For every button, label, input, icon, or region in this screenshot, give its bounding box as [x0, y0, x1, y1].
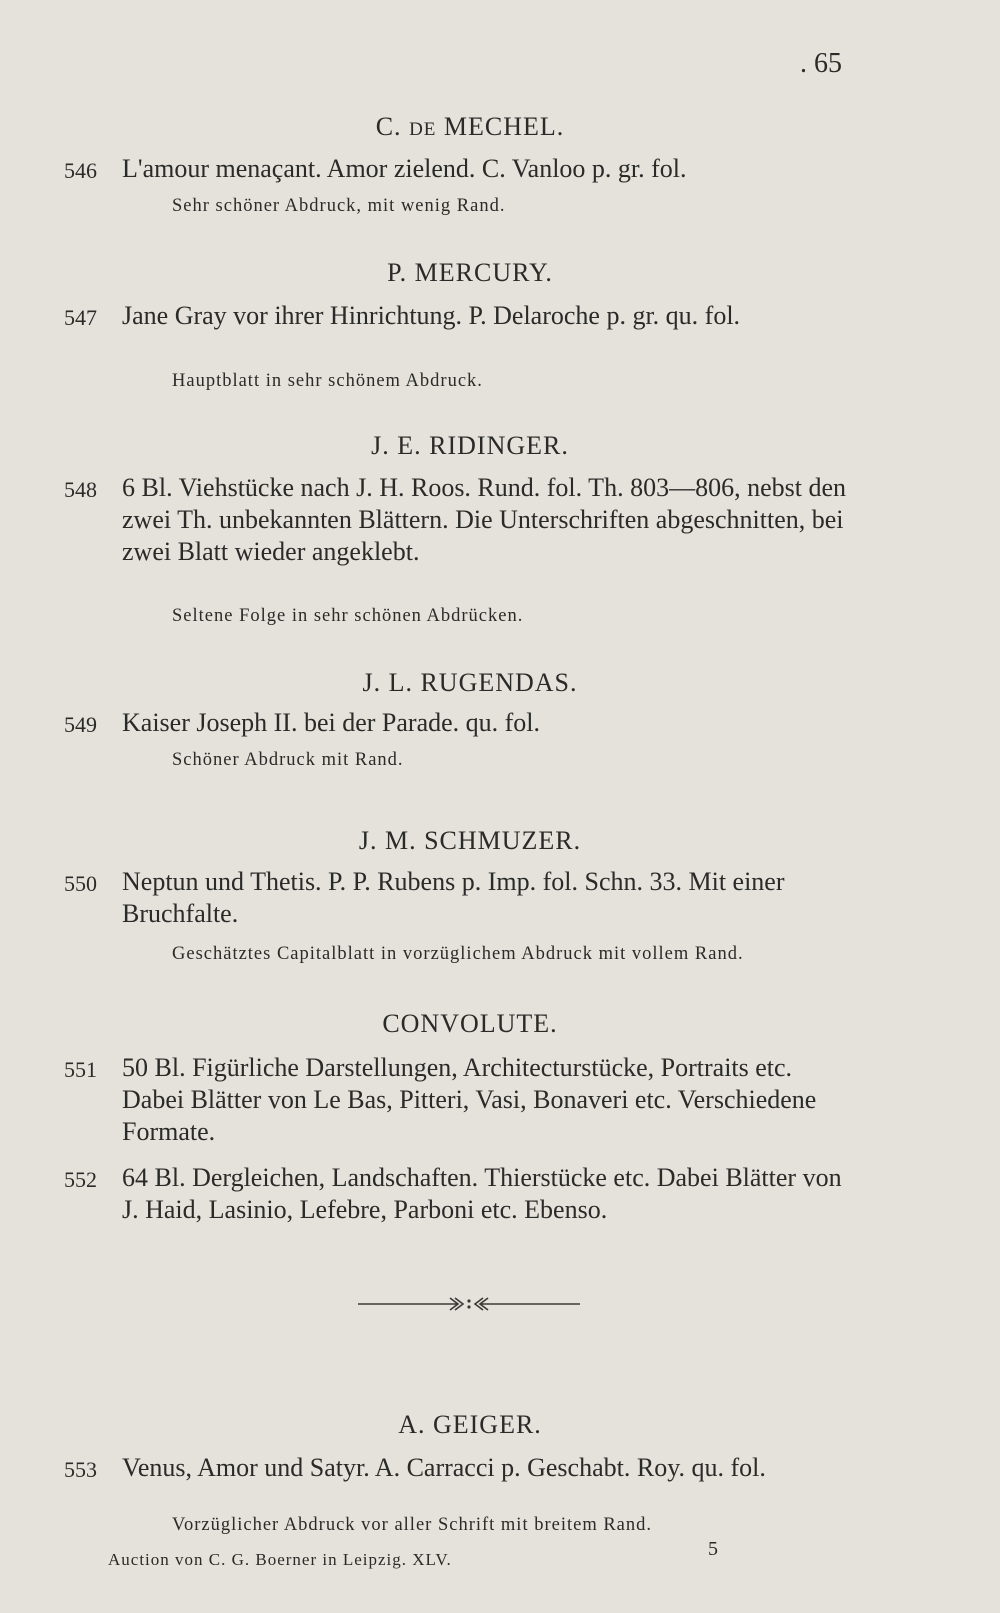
entry-note-548: Seltene Folge in sehr schönen Abdrücken. — [172, 606, 524, 626]
entry-note-546: Sehr schöner Abdruck, mit wenig Rand. — [172, 196, 506, 216]
lot-number: 546 — [64, 158, 97, 183]
catalogue-entry-546 — [64, 153, 854, 185]
entry-description: Jane Gray vor ihrer Hinrichtung. P. Delaroche p. gr. qu. fol. — [122, 301, 741, 330]
entry-note-549: Schöner Abdruck mit Rand. — [172, 750, 404, 770]
lot-number: 551 — [64, 1057, 97, 1082]
signature-mark: 5 — [708, 1538, 719, 1560]
artist-heading-geiger: A. GEIGER. — [398, 1410, 542, 1439]
ornament-divider-icon — [358, 1293, 580, 1315]
catalogue-entry-552 — [64, 1162, 854, 1226]
catalogue-entry-553 — [64, 1452, 854, 1484]
artist-heading-rugendas: J. L. RUGENDAS. — [362, 668, 578, 697]
artist-heading-mercury: P. MERCURY. — [387, 258, 553, 287]
lot-number: 547 — [64, 305, 97, 330]
entry-note-547: Hauptblatt in sehr schönem Abdruck. — [172, 371, 483, 391]
catalogue-entry-547 — [64, 300, 854, 332]
catalogue-entry-548 — [64, 472, 854, 568]
entry-description: 64 Bl. Dergleichen, Landschaften. Thierstücke etc. Dabei Blätter von J. Haid, Lasinio, Lefebre, Parboni etc. Ebenso. — [122, 1163, 842, 1224]
entry-note-550: Geschätztes Capitalblatt in vorzüglichem Abdruck mit vollem Rand. — [172, 944, 744, 964]
artist-heading-schmuzer: J. M. SCHMUZER. — [358, 826, 582, 855]
page-number: . 65 — [800, 48, 842, 79]
entry-description: Neptun und Thetis. P. P. Rubens p. Imp. fol. Schn. 33. Mit einer Bruchfalte. — [122, 867, 785, 928]
artist-heading-ridinger: J. E. RIDINGER. — [371, 431, 569, 460]
section-heading-convolute: CONVOLUTE. — [382, 1009, 558, 1038]
lot-number: 549 — [64, 712, 97, 737]
entry-description: Venus, Amor und Satyr. A. Carracci p. Geschabt. Roy. qu. fol. — [122, 1453, 766, 1482]
entry-description: 6 Bl. Viehstücke nach J. H. Roos. Rund. fol. Th. 803—806, nebst den zwei Th. unbekannten Blättern. Die Unterschriften abgeschnitten, bei zwei Blatt wieder angeklebt. — [122, 473, 846, 566]
artist-heading-mechel: C. DE MECHEL. — [375, 112, 565, 141]
catalogue-entry-551 — [64, 1052, 854, 1148]
footer-imprint: Auction von C. G. Boerner in Leipzig. XLV. — [108, 1550, 452, 1569]
entry-note-553: Vorzüglicher Abdruck vor aller Schrift mit breitem Rand. — [172, 1515, 653, 1535]
entry-description: Kaiser Joseph II. bei der Parade. qu. fol. — [122, 708, 541, 737]
lot-number: 548 — [64, 477, 97, 502]
entry-description: L'amour menaçant. Amor zielend. C. Vanloo p. gr. fol. — [122, 154, 687, 183]
lot-number: 553 — [64, 1457, 97, 1482]
entry-description: 50 Bl. Figürliche Darstellungen, Architecturstücke, Portraits etc. Dabei Blätter von Le Bas, Pitteri, Vasi, Bonaveri etc. Verschiedene Formate. — [122, 1053, 817, 1146]
lot-number: 550 — [64, 871, 97, 896]
catalogue-entry-550 — [64, 866, 854, 930]
lot-number: 552 — [64, 1167, 97, 1192]
catalogue-entry-549 — [64, 707, 854, 739]
